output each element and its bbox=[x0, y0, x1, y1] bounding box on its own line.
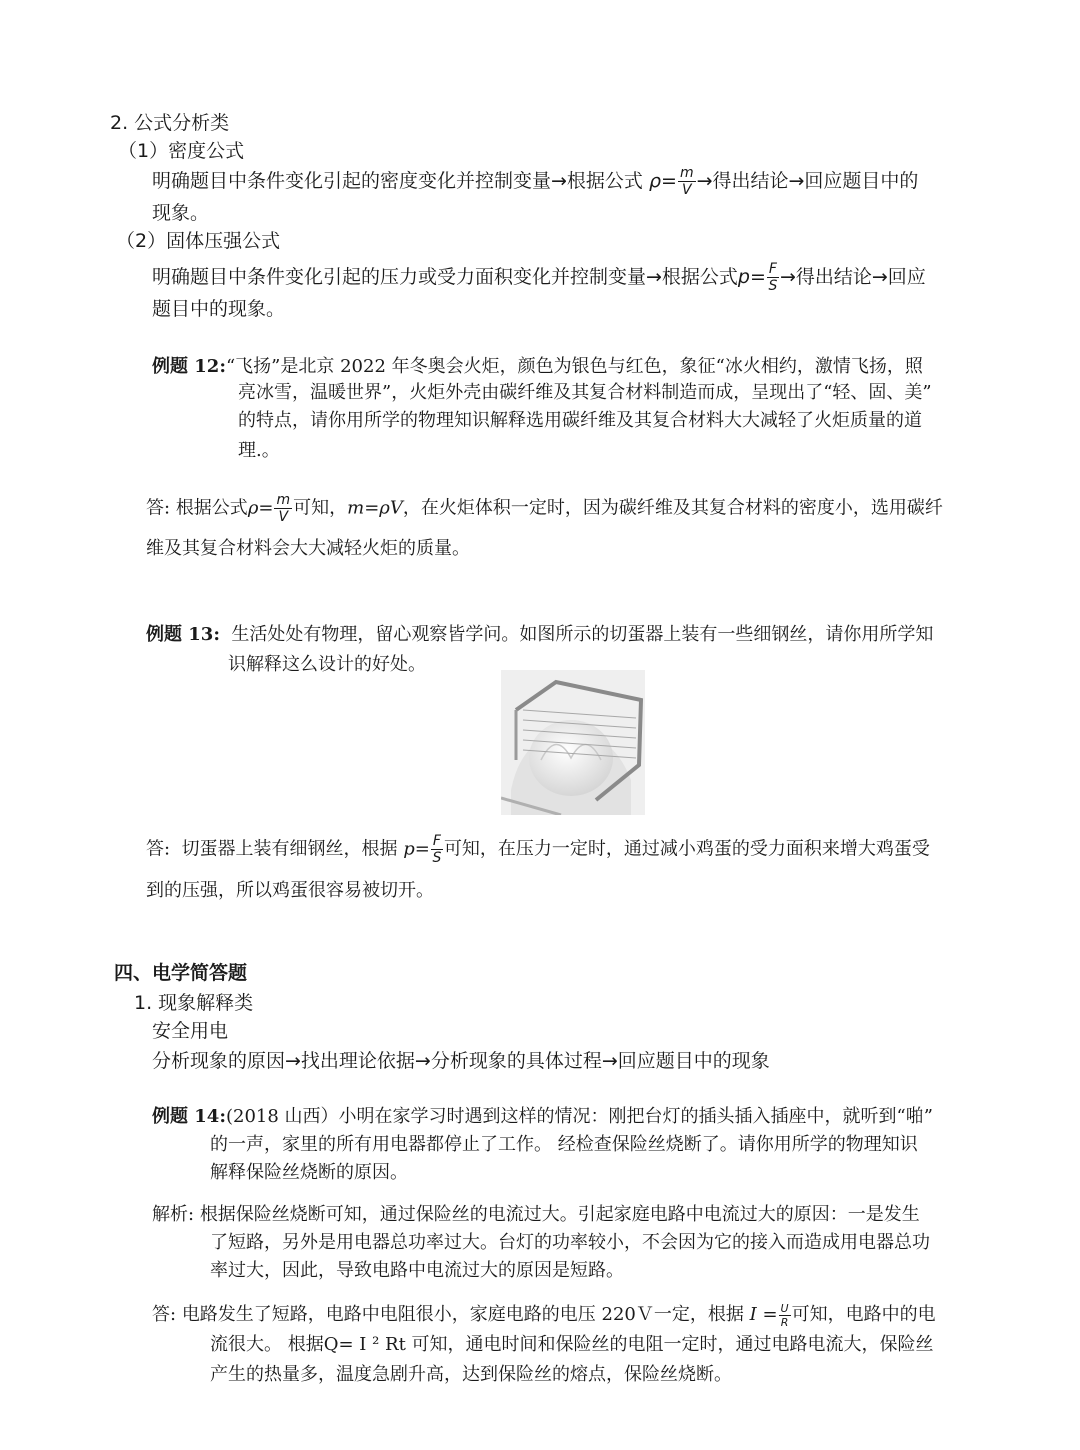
example-label: 例题 13: bbox=[146, 624, 220, 645]
example-line: 解释保险丝烧断的原因。 bbox=[210, 1162, 408, 1183]
example-line: 识解释这么设计的好处。 bbox=[228, 654, 426, 675]
analysis-label: 解析: bbox=[152, 1204, 195, 1225]
answer-line: 维及其复合材料会大大减轻火炬的质量。 bbox=[146, 538, 470, 559]
example-line: 例题 12:“飞扬”是北京 2022 年冬奥会火炬，颜色为银色与红色，象征“冰火相约，激情飞扬，照 bbox=[152, 356, 923, 377]
paragraph-line: 题目中的现象。 bbox=[152, 298, 286, 320]
answer-line: 答: 切蛋器上装有细钢丝，根据 p= $\frac{F}{S}$ 可知，在压力一定时，通过减小鸡蛋的受力面积来增大鸡蛋受 bbox=[146, 833, 930, 866]
example-line: 的特点，请你用所学的物理知识解释选用碳纤维及其复合材料大大减轻了火炬质量的道 bbox=[238, 410, 922, 431]
example-line: 的一声，家里的所有用电器都停止了工作。 经检查保险丝烧断了。请你用所学的物理知识 bbox=[210, 1134, 918, 1155]
section-title: 2. 公式分析类 bbox=[110, 112, 230, 134]
paragraph-line: 明确题目中条件变化引起的压力或受力面积变化并控制变量→根据公式p= $\frac{F}{S}$ →得出结论→回应 bbox=[152, 261, 926, 294]
answer-label: 答: bbox=[152, 1304, 177, 1325]
analysis-line: 率过大，因此，导致电路中电流过大的原因是短路。 bbox=[210, 1260, 624, 1281]
answer-line: 产生的热量多，温度急剧升高，达到保险丝的熔点，保险丝烧断。 bbox=[210, 1364, 732, 1385]
paragraph-line: 安全用电 bbox=[152, 1020, 229, 1042]
paragraph-line: 明确题目中条件变化引起的密度变化并控制变量→根据公式 ρ= $\frac{m}{V}$ →得出结论→回应题目中的 bbox=[152, 165, 919, 198]
example-label: 例题 14: bbox=[152, 1106, 226, 1127]
answer-line: 答: 电路发生了短路，电路中电阻很小，家庭电路的电压 220Ｖ一定，根据 I = $\frac{U}{R}$ 可知，电路中的电 bbox=[152, 1301, 936, 1329]
formula-fraction: $\frac{m}{V}$ bbox=[276, 492, 291, 525]
example-label: 例题 12: bbox=[152, 356, 226, 377]
answer-label: 答: bbox=[146, 838, 171, 860]
answer-line: 流很大。 根据Q= I ² Rt 可知，通电时间和保险丝的电阻一定时，通过电路电流大，保险丝 bbox=[210, 1334, 934, 1355]
formula-fraction: $\frac{F}{S}$ bbox=[768, 261, 778, 294]
subsection-title: （2）固体压强公式 bbox=[116, 230, 281, 252]
paragraph-line: 分析现象的原因→找出理论依据→分析现象的具体过程→回应题目中的现象 bbox=[152, 1050, 770, 1072]
formula-fraction: $\frac{U}{R}$ bbox=[780, 1301, 789, 1329]
analysis-line: 了短路，另外是用电器总功率过大。台灯的功率较小，不会因为它的接入而造成用电器总功 bbox=[210, 1232, 930, 1253]
answer-label: 答: bbox=[146, 497, 171, 519]
example-line: 亮冰雪，温暖世界”，火炬外壳由碳纤维及其复合材料制造而成，呈现出了“轻、固、美” bbox=[238, 382, 932, 403]
egg-slicer-image bbox=[501, 670, 645, 815]
answer-line: 到的压强，所以鸡蛋很容易被切开。 bbox=[146, 880, 434, 901]
subsection-title: （1）密度公式 bbox=[118, 140, 245, 162]
example-line: 理.。 bbox=[238, 440, 280, 461]
example-line: 例题 14:(2018 山西）小明在家学习时遇到这样的情况：刚把台灯的插头插入插座中，就听到“啪” bbox=[152, 1106, 933, 1127]
paragraph-line: 现象。 bbox=[152, 202, 210, 224]
formula-fraction: $\frac{F}{S}$ bbox=[432, 833, 442, 866]
section-title: 四、电学简答题 bbox=[114, 962, 248, 984]
answer-line: 答: 根据公式ρ= $\frac{m}{V}$ 可知，m=ρV，在火炬体积一定时，因为碳纤维及其复合材料的密度小，选用碳纤 bbox=[146, 492, 943, 525]
formula-fraction: $\frac{m}{V}$ bbox=[679, 165, 694, 198]
example-line: 例题 13: 生活处处有物理，留心观察皆学问。如图所示的切蛋器上装有一些细钢丝，请你用所学知 bbox=[146, 624, 934, 645]
analysis-line: 解析: 根据保险丝烧断可知，通过保险丝的电流过大。引起家庭电路中电流过大的原因：一是发生 bbox=[152, 1204, 920, 1225]
subsection-title: 1. 现象解释类 bbox=[134, 992, 254, 1014]
